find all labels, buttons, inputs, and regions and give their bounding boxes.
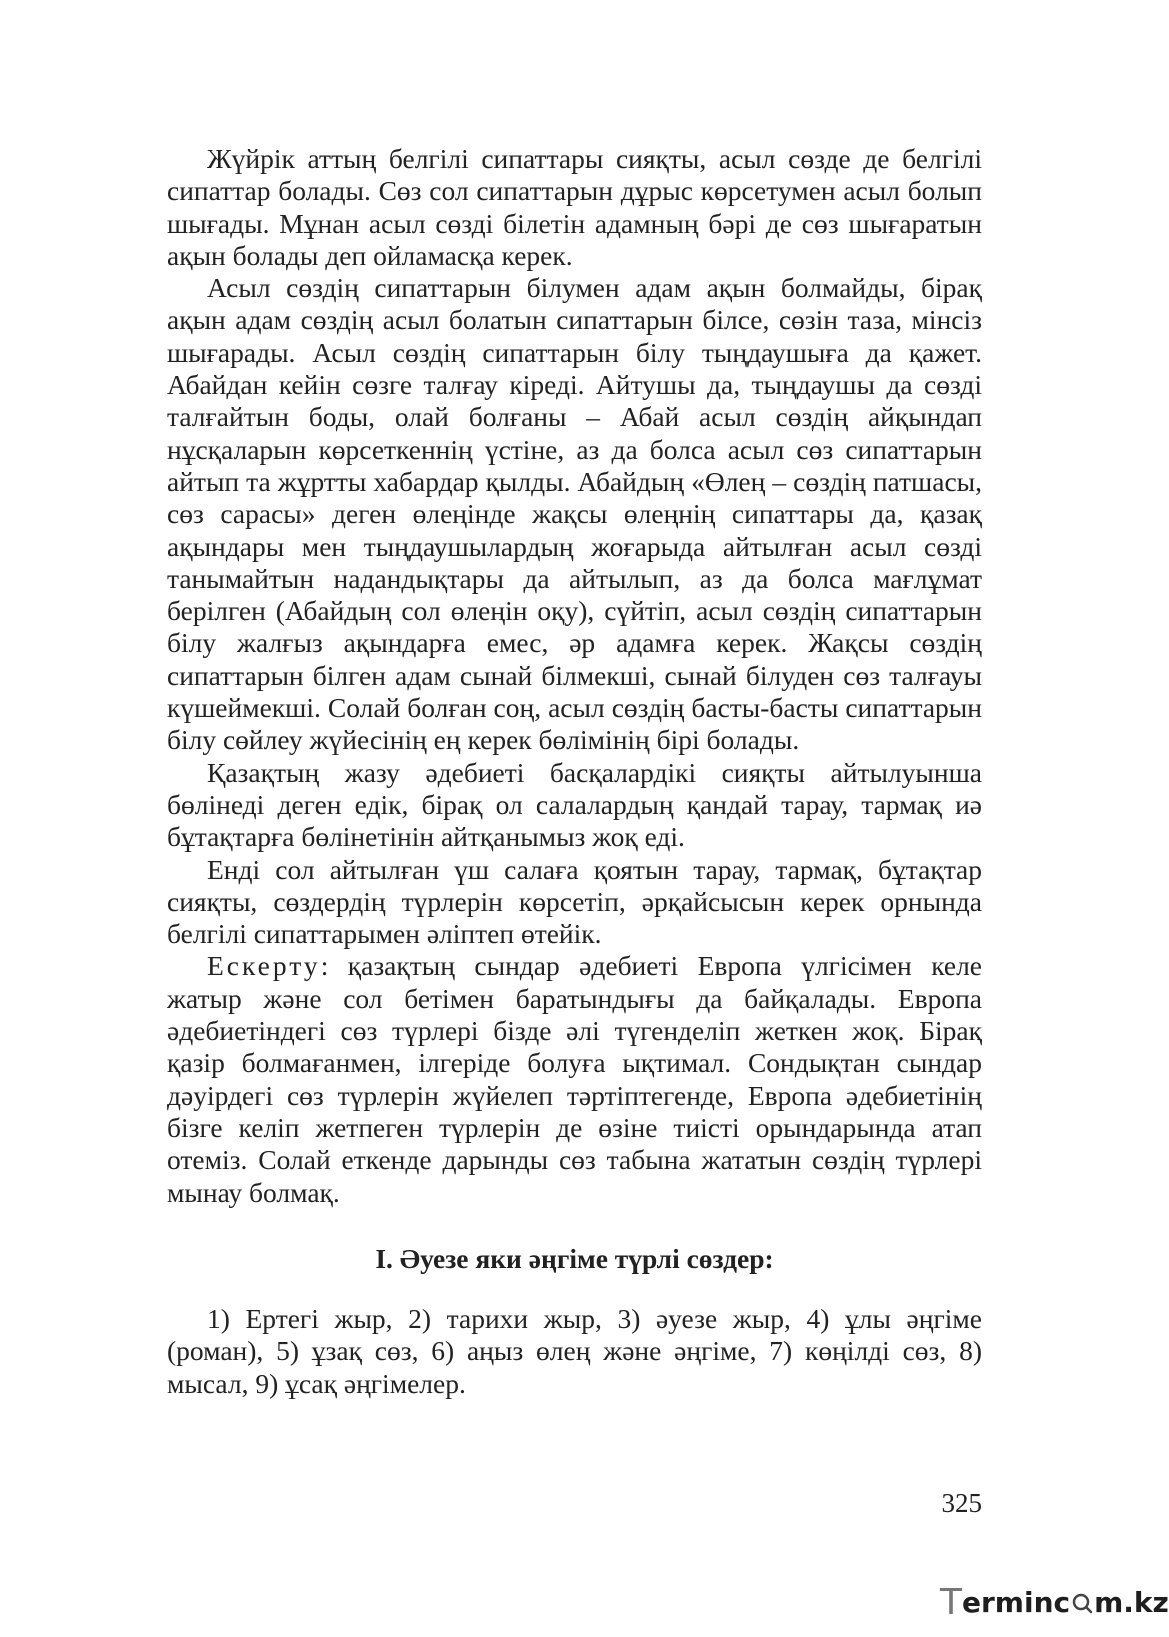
watermark-text-part2: m.kz (1094, 1585, 1169, 1619)
list-paragraph: 1) Ертегі жыр, 2) тарихи жыр, 3) әуезе жыр, 4) ұлы әңгіме (роман), 5) ұзақ сөз, 6) аңыз өлең және әңгіме, 7) көңілді сөз, 8) мысал, 9) ұсақ әңгімелер. (167, 1303, 982, 1399)
watermark-first-letter: T (940, 1581, 962, 1623)
paragraph-4: Енді сол айтылған үш салаға қоятын тарау, тармақ, бұтақтар сияқты, сөздердің түрлерін көрсетіп, әрқайсысын керек орнында белгілі сипаттарымен әліптеп өтейік. (167, 853, 982, 950)
watermark-text-part1: erminc (962, 1585, 1071, 1619)
section-heading: І. Әуезе яки әңгіме түрлі сөздер: (375, 1242, 774, 1274)
note-separator: : (320, 950, 329, 982)
termincom-watermark (940, 1582, 1169, 1622)
note-paragraph (167, 950, 982, 1208)
note-label: Ескерту (207, 950, 321, 982)
page-body (167, 143, 982, 1400)
magnifier-icon (1071, 1590, 1093, 1614)
note-text: қазақтың сындар әдебиеті Европа үлгісімен келе жатыр және сол бетімен баратындығы да байқалады. Европа әдебиетіндегі сөз түрлері бізде әлі түгенделіп жеткен жоқ. Бірақ қазір болмағанмен, ілгеріде болуға ықтимал. Сондықтан сындар дәуірдегі сөз түрлерін жүйелеп тәртіптегенде, Европа әдебиетінің бізге келіп жетпеген түрлерін де өзіне тиісті орындарында атап отеміз. Солай еткенде дарынды сөз табына жататын сөздің түрлері мынау болмақ. (167, 950, 982, 1208)
paragraph-2: Асыл сөздің сипаттарын білумен адам ақын болмайды, бірақ ақын адам сөздің асыл болатын сипаттарын білсе, сөзін таза, мінсіз шығарады. Асыл сөздің сипаттарын білу тыңдаушыға да қажет. Абайдан кейін сөзге талғау кіреді. Айтушы да, тыңдаушы да сөзді талғайтын боды, олай болғаны – Абай асыл сөздің айқындап нұсқаларын көрсеткеннің үстіне, аз да болса асыл сөз сипаттарын айтып та жұртты хабардар қылды. Абайдың «Өлең – сөздің патшасы, сөз сарасы» деген өлеңінде жақсы өлеңнің сипаттары да, қазақ ақындары мен тыңдаушылардың жоғарыда айтылған асыл сөзді танымайтын надандықтары да айтылып, аз да болса мағлұмат берілген (Абайдың сол өлеңін оқу), сүйтіп, асыл сөздің сипаттарын білу жалғыз ақындарға емес, әр адамға керек. Жақсы сөздің сипаттарын білген адам сынай білмекші, сынай білуден сөз талғауы күшеймекші. Солай болған соң, асыл сөздің басты-басты сипаттарын білу сөйлеу жүйесінің ең керек бөлімінің бірі болады. (167, 272, 982, 756)
paragraph-1: Жүйрік аттың белгілі сипаттары сияқты, асыл сөзде де белгілі сипаттар болады. Сөз сол сипаттарын дұрыс көрсетумен асыл болып шығады. Мұнан асыл сөзді білетін адамның бәрі де сөз шығаратын ақын болады деп ойламасқа керек. (167, 143, 982, 271)
paragraph-3: Қазақтың жазу әдебиеті басқалардікі сияқты айтылуынша бөлінеді деген едік, бірақ ол салалардың қандай тарау, тармақ иә бұтақтарға бөлінетінін айтқанымыз жоқ еді. (167, 756, 982, 853)
page-number: 325 (941, 1488, 982, 1518)
